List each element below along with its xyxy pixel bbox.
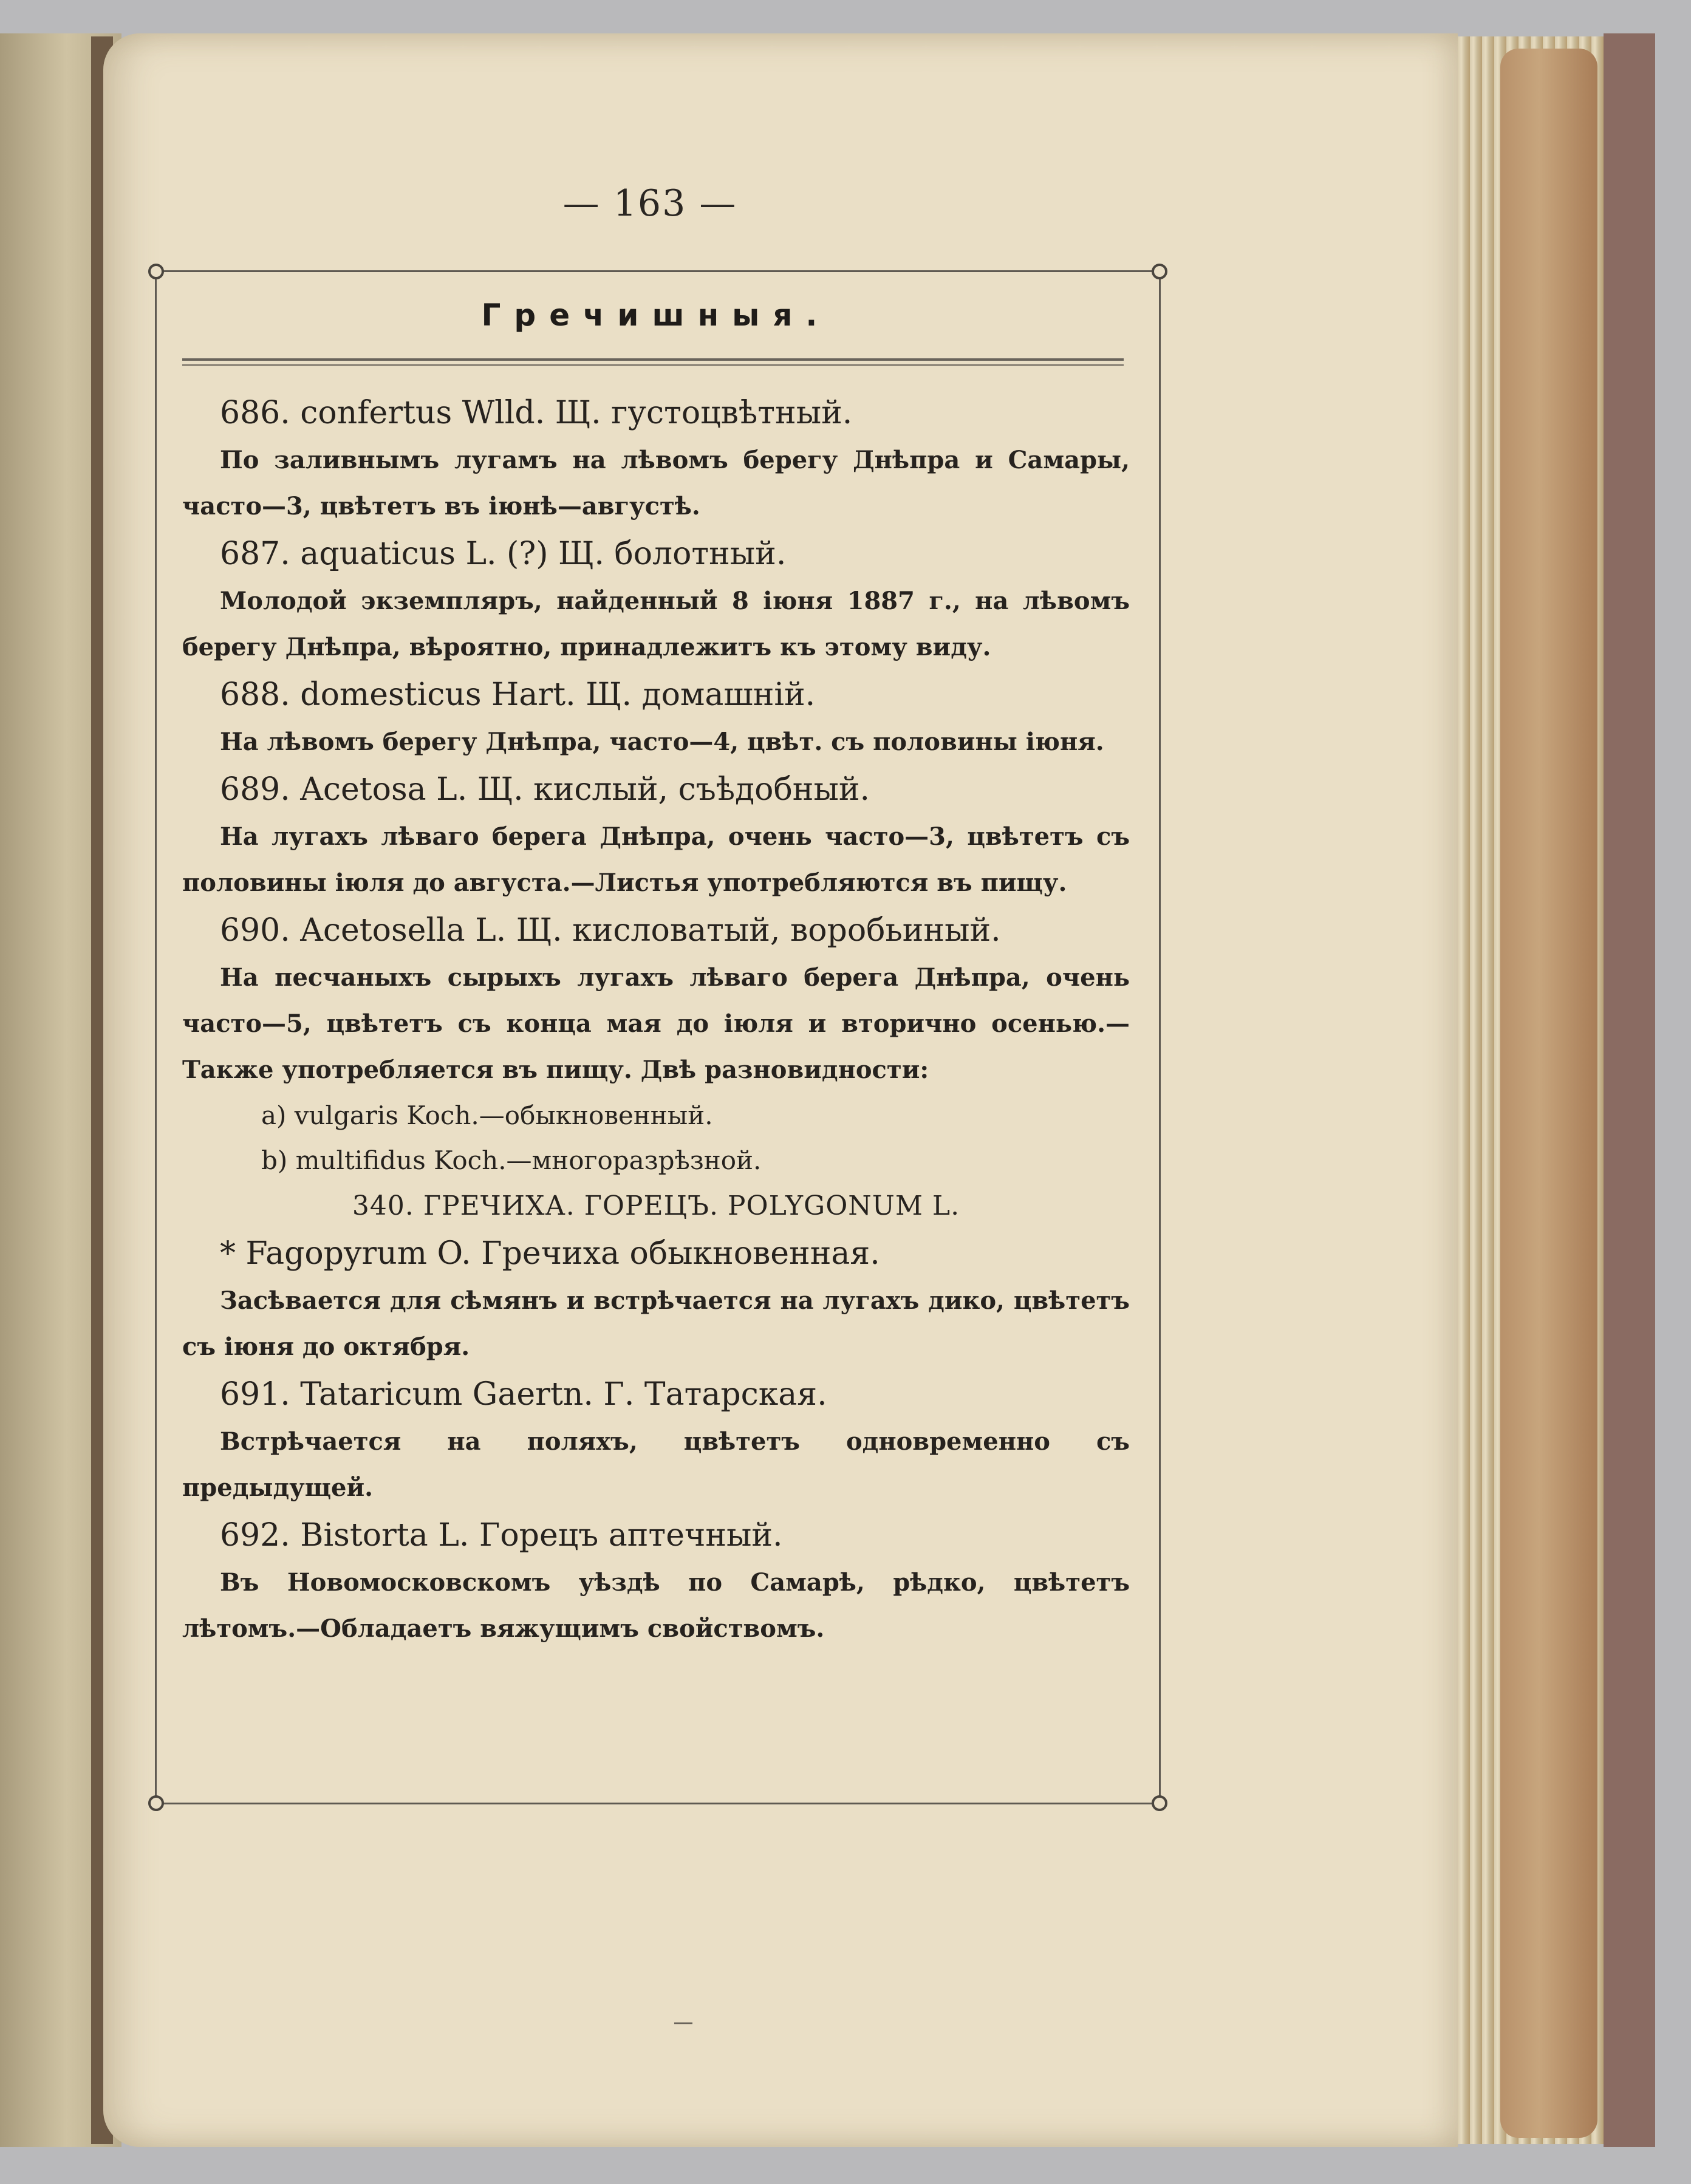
genus-heading: 340. ГРЕЧИХА. ГОРЕЦЪ. POLYGONUM L.	[352, 1190, 960, 1221]
entry-description: Встрѣчается на поляхъ, цвѣтетъ одновременно съ предыдущей.	[182, 1427, 1130, 1502]
entry-description: На песчаныхъ сырыхъ лугахъ лѣваго берега Днѣпра, очень часто—5, цвѣтетъ съ конца мая до iюля и вторично осенью.—Также употребляется въ пищу. Двѣ разновидности:	[182, 963, 1130, 1084]
entry-heading: 690. Acetosella L. Щ. кисловатый, воробьиный.	[220, 912, 1001, 949]
entry	[182, 1511, 1130, 1652]
variety-item: b) multifidus Koch.—многоразрѣзной.	[261, 1145, 762, 1175]
entry	[182, 765, 1130, 906]
entry-description: По заливнымъ лугамъ на лѣвомъ берегу Днѣпра и Самары, часто—3, цвѣтетъ въ iюнѣ—августѣ.	[182, 446, 1130, 520]
entry	[182, 389, 1130, 530]
title-rule	[182, 364, 1124, 366]
page-content	[182, 389, 1130, 1652]
entry-description: Засѣвается для сѣмянъ и встрѣчается на лугахъ дико, цвѣтетъ съ iюня до октября.	[182, 1286, 1130, 1361]
entry-heading: 689. Acetosa L. Щ. кислый, съѣдобный.	[220, 771, 870, 808]
torn-paper-edge	[1500, 49, 1597, 2138]
entry	[182, 1370, 1130, 1511]
entry-description: На лугахъ лѣваго берега Днѣпра, очень часто—3, цвѣтетъ съ половины iюля до августа.—Листья употребляются въ пищу.	[182, 822, 1130, 897]
frame-corner-ornament	[1152, 1795, 1167, 1811]
entry	[182, 530, 1130, 671]
frame-corner-ornament	[1152, 264, 1167, 279]
entry-heading: 687. aquaticus L. (?) Щ. болотный.	[220, 536, 787, 572]
entry-description: Въ Новомосковскомъ уѣздѣ по Самарѣ, рѣдко, цвѣтетъ лѣтомъ.—Обладаетъ вяжущимъ свойствомъ.	[182, 1568, 1130, 1643]
entry	[182, 1229, 1130, 1370]
entry-description: Молодой экземпляръ, найденный 8 iюня 1887 г., на лѣвомъ берегу Днѣпра, вѣроятно, принадлежитъ къ этому виду.	[182, 587, 1130, 661]
frame-corner-ornament	[148, 1795, 164, 1811]
entry	[182, 671, 1130, 765]
page-number: — 163 —	[562, 182, 737, 225]
entry-heading: * Fagopyrum O. Гречиха обыкновенная.	[220, 1235, 880, 1272]
back-cover	[1604, 33, 1655, 2147]
variety-item: a) vulgaris Koch.—обыкновенный.	[261, 1101, 713, 1130]
title-rule	[182, 358, 1124, 361]
entry	[182, 906, 1130, 1183]
section-title: Гречишныя.	[481, 298, 831, 333]
entry-heading: 691. Tataricum Gaertn. Г. Татарская.	[220, 1376, 827, 1413]
entry-heading: 692. Bistorta L. Горецъ аптечный.	[220, 1517, 783, 1554]
entry-heading: 688. domesticus Hart. Щ. домашнiй.	[220, 677, 816, 713]
entry-description: На лѣвомъ берегу Днѣпра, часто—4, цвѣт. съ половины iюня.	[220, 728, 1104, 756]
page-mark	[674, 2022, 692, 2024]
frame-corner-ornament	[148, 264, 164, 279]
entry-heading: 686. confertus Wlld. Щ. густоцвѣтный.	[220, 395, 853, 431]
